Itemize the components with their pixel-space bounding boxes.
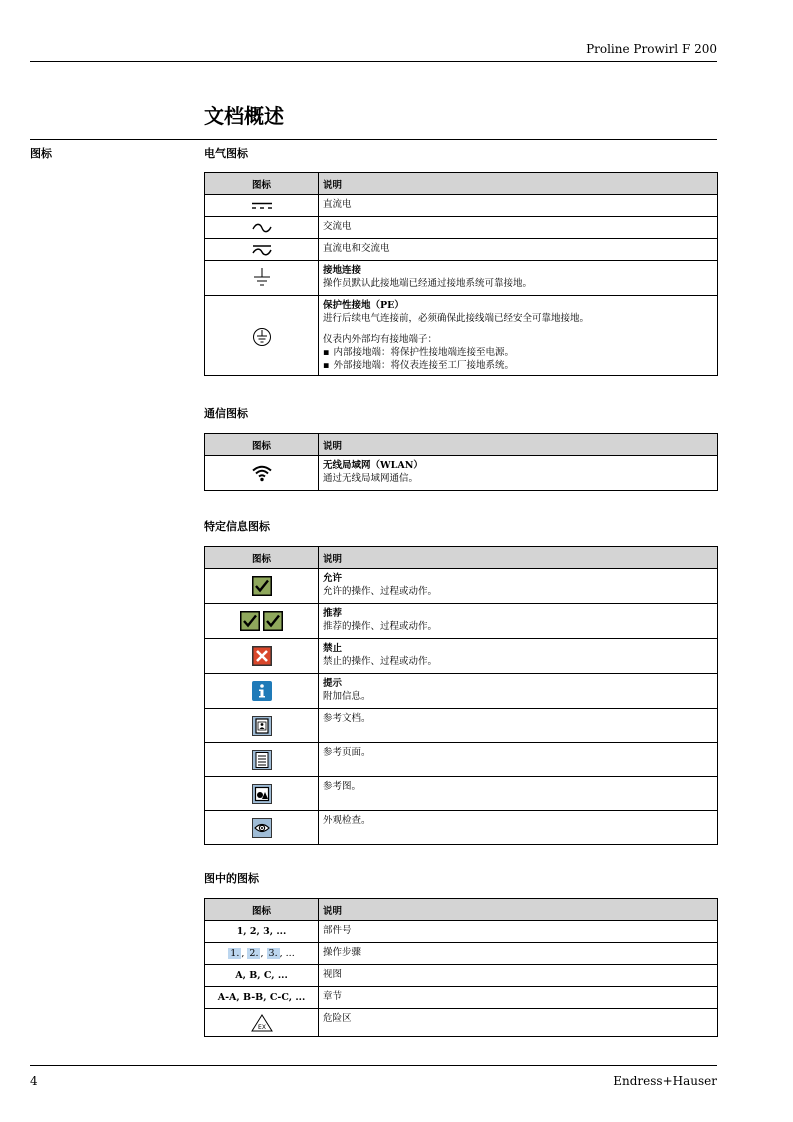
- dc-ac-icon: [252, 244, 272, 256]
- page-reference-icon: [252, 750, 272, 770]
- row-desc: 交流电: [323, 221, 352, 232]
- row-desc: 附加信息。: [323, 691, 371, 702]
- ac-icon: [252, 223, 272, 233]
- symbol-cell: [205, 674, 319, 709]
- desc-cell: [319, 943, 718, 965]
- table-row: [205, 261, 718, 296]
- info-table: [204, 546, 718, 845]
- col-symbol: 图标: [205, 899, 319, 921]
- row-desc: 操作步骤: [323, 947, 362, 958]
- electrical-table: [204, 172, 718, 376]
- row-title: 保护性接地（PE）: [323, 300, 404, 311]
- sections: A-A, B-B, C-C, ...: [217, 992, 306, 1003]
- row-desc: 直流电和交流电: [323, 243, 390, 254]
- row-desc: 危险区: [323, 1013, 352, 1024]
- symbol-cell: [205, 195, 319, 217]
- communication-title: 通信图标: [204, 407, 248, 420]
- row-title: 允许: [323, 573, 343, 584]
- symbol-cell: [205, 987, 319, 1009]
- desc-cell: [319, 217, 718, 239]
- row-title: 推荐: [323, 608, 343, 619]
- desc-cell: [319, 743, 718, 777]
- row-title: 接地连接: [323, 265, 362, 276]
- col-desc: 说明: [319, 434, 718, 456]
- table-row: [205, 217, 718, 239]
- step-badge: 1.: [230, 948, 240, 959]
- desc-cell: [319, 569, 718, 604]
- page-heading: 文档概述: [204, 104, 284, 128]
- electrical-title: 电气图标: [204, 147, 248, 160]
- step-badge: 3.: [268, 948, 278, 959]
- desc-cell: [319, 296, 718, 376]
- desc-cell: [319, 674, 718, 709]
- step-numbers: 1. , 2. , 3. , ...: [230, 948, 295, 959]
- symbol-cell: [205, 217, 319, 239]
- row-title: 提示: [323, 678, 343, 689]
- header-title: Proline Prowirl F 200: [586, 42, 717, 56]
- table-header: [205, 434, 718, 456]
- preferred-icon: [240, 616, 283, 627]
- desc-cell: [319, 777, 718, 811]
- symbol-cell: [205, 1009, 319, 1037]
- list-item: ▪ 内部接地端：将保护性接地端连接至电源。: [323, 346, 713, 359]
- graphic-reference-icon: [252, 784, 272, 804]
- table-row: [205, 987, 718, 1009]
- desc-cell: [319, 456, 718, 491]
- desc-cell: [319, 965, 718, 987]
- row-desc: 参考图。: [323, 781, 362, 792]
- desc-cell: [319, 1009, 718, 1037]
- table-row: [205, 639, 718, 674]
- symbol-cell: [205, 569, 319, 604]
- protective-earth-icon: [252, 327, 272, 347]
- row-desc: 参考文档。: [323, 713, 371, 724]
- footer-rule: [30, 1065, 717, 1066]
- row-desc: 推荐的操作、过程或动作。: [323, 621, 438, 632]
- row-desc: 章节: [323, 991, 343, 1002]
- desc-cell: [319, 811, 718, 845]
- row-desc: 直流电: [323, 199, 352, 210]
- symbol-cell: [205, 965, 319, 987]
- table-row: [205, 456, 718, 491]
- col-symbol: 图标: [205, 173, 319, 195]
- list-item: ▪ 外部接地端：将仪表连接至工厂接地系统。: [323, 359, 713, 372]
- desc-cell: [319, 709, 718, 743]
- doc-reference-icon: [252, 716, 272, 736]
- row-desc: 操作员默认此接地端已经通过接地系统可靠接地。: [323, 278, 533, 289]
- forbidden-icon: [252, 646, 272, 666]
- row-desc: 禁止的操作、过程或动作。: [323, 656, 438, 667]
- col-desc: 说明: [319, 899, 718, 921]
- table-row: [205, 195, 718, 217]
- symbol-cell: [205, 943, 319, 965]
- table-row: [205, 604, 718, 639]
- tip-icon: [252, 681, 272, 701]
- communication-table: [204, 433, 718, 491]
- hazardous-area-icon: [251, 1014, 273, 1032]
- symbol-cell: [205, 456, 319, 491]
- table-row: [205, 569, 718, 604]
- symbol-cell: [205, 811, 319, 845]
- row-desc-2: 仪表内外部均有接地端子：: [323, 334, 438, 345]
- row-desc: 外观检查。: [323, 815, 371, 826]
- views: A, B, C, ...: [235, 970, 288, 981]
- wifi-icon: [251, 464, 273, 482]
- desc-cell: [319, 987, 718, 1009]
- desc-cell: [319, 195, 718, 217]
- table-row: [205, 965, 718, 987]
- table-row: [205, 943, 718, 965]
- page-number: 4: [30, 1074, 38, 1088]
- row-desc: 允许的操作、过程或动作。: [323, 586, 438, 597]
- row-desc: 部件号: [323, 925, 352, 936]
- col-symbol: 图标: [205, 547, 319, 569]
- symbol-cell: [205, 604, 319, 639]
- col-desc: 说明: [319, 547, 718, 569]
- desc-cell: [319, 604, 718, 639]
- table-header: [205, 547, 718, 569]
- symbol-cell: [205, 921, 319, 943]
- row-desc: 视图: [323, 969, 343, 980]
- ground-icon: [252, 267, 272, 289]
- hazardous-area-label: EX: [257, 1023, 266, 1031]
- dc-icon: [251, 201, 273, 211]
- row-title: 禁止: [323, 643, 343, 654]
- col-desc: 说明: [319, 173, 718, 195]
- row-desc: 参考页面。: [323, 747, 371, 758]
- desc-cell: [319, 639, 718, 674]
- step-badge: 2.: [249, 948, 259, 959]
- table-row: [205, 239, 718, 261]
- table-row: [205, 674, 718, 709]
- symbol-cell: [205, 639, 319, 674]
- header-rule: [30, 61, 717, 62]
- row-desc: 进行后续电气连接前，必须确保此接线端已经安全可靠地接地。: [323, 313, 590, 324]
- desc-cell: [319, 239, 718, 261]
- step-tail: ...: [285, 948, 295, 959]
- symbol-cell: [205, 709, 319, 743]
- info-title: 特定信息图标: [204, 520, 270, 533]
- row-desc: 通过无线局域网通信。: [323, 473, 419, 484]
- table-header: [205, 173, 718, 195]
- footer-brand: Endress+Hauser: [613, 1074, 717, 1088]
- symbol-cell: [205, 777, 319, 811]
- col-symbol: 图标: [205, 434, 319, 456]
- table-row: [205, 709, 718, 743]
- symbol-cell: [205, 261, 319, 296]
- table-row: [205, 743, 718, 777]
- symbol-cell: [205, 239, 319, 261]
- figures-title: 图中的图标: [204, 872, 259, 885]
- side-label: 图标: [30, 147, 52, 160]
- symbol-cell: [205, 296, 319, 376]
- permitted-icon: [252, 576, 272, 596]
- section-rule: [30, 139, 717, 140]
- table-row: [205, 1009, 718, 1037]
- table-row: [205, 811, 718, 845]
- figures-table: [204, 898, 718, 1037]
- table-row: [205, 777, 718, 811]
- symbol-cell: [205, 743, 319, 777]
- row-title: 无线局域网（WLAN）: [323, 460, 423, 471]
- table-row: [205, 921, 718, 943]
- table-header: [205, 899, 718, 921]
- desc-cell: [319, 921, 718, 943]
- desc-cell: [319, 261, 718, 296]
- visual-inspection-icon: [252, 818, 272, 838]
- item-numbers: 1, 2, 3, ...: [236, 926, 287, 937]
- table-row: [205, 296, 718, 376]
